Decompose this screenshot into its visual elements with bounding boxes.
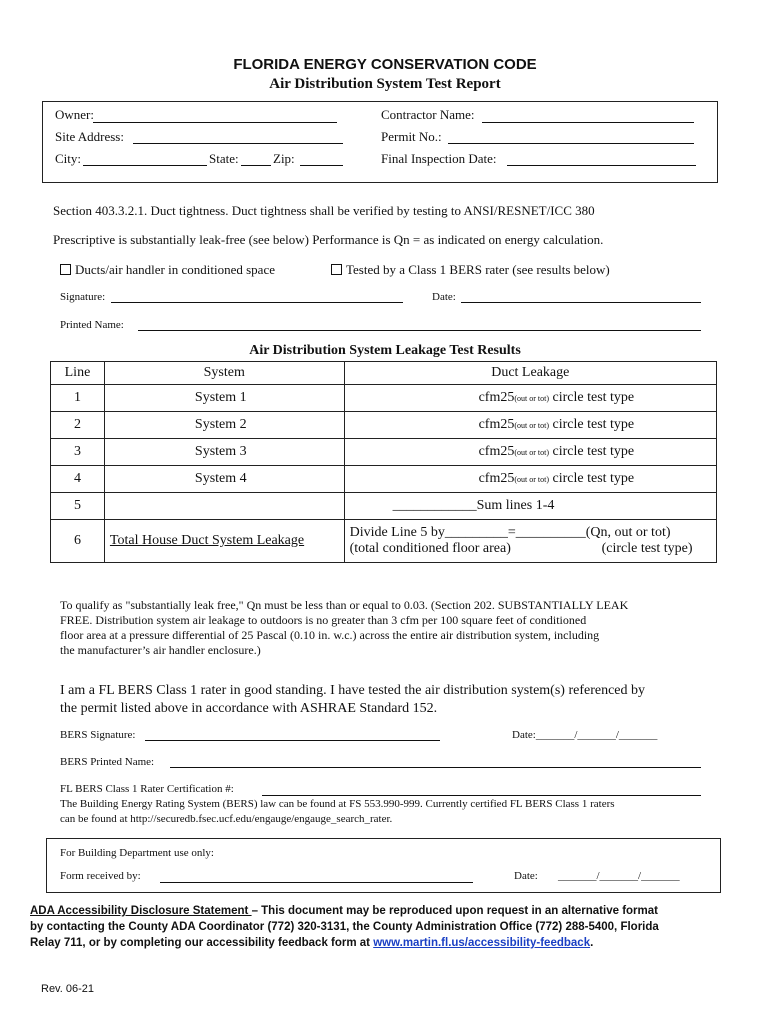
zip-field[interactable] <box>300 165 343 166</box>
option-conditioned-space[interactable] <box>60 262 275 278</box>
col-leakage-header: Duct Leakage <box>344 362 716 385</box>
line-number: 3 <box>51 439 105 466</box>
page-subtitle: Air Distribution System Test Report <box>269 76 501 92</box>
cfm-label: cfm25 <box>478 417 515 432</box>
permit-field[interactable] <box>448 143 694 144</box>
bers-signature-field[interactable] <box>145 740 440 741</box>
section-text: Section 403.3.2.1. Duct tightness. Duct tightness shall be verified by testing to ANSI/RESNET/ICC 380 <box>53 203 595 218</box>
dept-date-label: Date: <box>514 870 538 882</box>
dept-date-field[interactable]: _______/_______/_______ <box>558 870 680 882</box>
site-address-field[interactable] <box>133 143 343 144</box>
bers-printed-name-label: BERS Printed Name: <box>60 756 155 768</box>
line-number: 2 <box>51 412 105 439</box>
final-inspection-field[interactable] <box>507 165 696 166</box>
circle-test-note: (circle test type) <box>601 541 693 556</box>
state-label: State: <box>209 151 239 166</box>
rater-statement-line: I am a FL BERS Class 1 rater in good standing. I have tested the air distribution system(s) referenced by <box>60 683 646 698</box>
bers-cert-field[interactable] <box>262 795 701 796</box>
system-name[interactable]: System 1 <box>104 385 344 412</box>
system-name[interactable]: System 3 <box>104 439 344 466</box>
page-title: FLORIDA ENERGY CONSERVATION CODE <box>233 56 537 73</box>
ada-text: Relay 711, or by completing our accessibility feedback form at <box>30 937 374 949</box>
accessibility-feedback-link[interactable]: www.martin.fl.us/accessibility-feedback <box>373 937 591 949</box>
qualify-paragraph <box>60 598 628 658</box>
option-bers-tested[interactable] <box>331 262 610 278</box>
table-header-row <box>51 362 717 385</box>
test-type-subscript: (out or tot) <box>514 448 550 457</box>
owner-label: Owner: <box>55 107 94 122</box>
test-type-subscript: (out or tot) <box>514 394 550 403</box>
permit-label: Permit No.: <box>381 129 442 144</box>
city-label: City: <box>55 151 82 166</box>
duct-leakage-cell[interactable] <box>344 466 716 493</box>
rater-statement <box>60 682 645 718</box>
rater-statement-line: the permit listed above in accordance with ASHRAE Standard 152. <box>60 701 438 716</box>
table-row <box>51 412 717 439</box>
bers-law-text <box>60 797 615 827</box>
cfm-label: cfm25 <box>478 390 515 405</box>
col-line-header: Line <box>51 362 105 385</box>
cfm-label: cfm25 <box>478 471 515 486</box>
empty-cell <box>104 493 344 520</box>
revision-label: Rev. 06-21 <box>41 983 94 995</box>
checkbox-icon[interactable] <box>60 264 71 275</box>
ada-period: . <box>590 937 594 949</box>
system-name[interactable]: System 4 <box>104 466 344 493</box>
project-info-box <box>42 101 718 183</box>
ada-line <box>30 903 659 919</box>
form-received-label: Form received by: <box>60 870 141 882</box>
ada-statement <box>30 903 659 951</box>
leakage-table-title: Air Distribution System Leakage Test Results <box>249 343 521 358</box>
contractor-label: Contractor Name: <box>381 107 475 122</box>
qualify-line: floor area at a pressure differential of 25 Pascal (0.10 in. w.c.) across the entire air distribution system, including <box>60 628 600 642</box>
table-row <box>51 385 717 412</box>
bers-law-line: The Building Energy Rating System (BERS) law can be found at FS 553.990-999. Currently certified FL BERS Class 1 raters <box>60 798 615 810</box>
col-system-header: System <box>104 362 344 385</box>
line-number: 6 <box>51 520 105 563</box>
state-field[interactable] <box>241 165 271 166</box>
site-address-label: Site Address: <box>55 129 124 144</box>
duct-leakage-cell[interactable] <box>344 439 716 466</box>
sum-lines-cell[interactable]: ____________Sum lines 1-4 <box>344 493 716 520</box>
owner-field[interactable] <box>93 122 337 123</box>
total-house-label-text: Total House Duct System Leakage <box>109 533 305 548</box>
final-inspection-label: Final Inspection Date: <box>381 151 497 166</box>
qn-formula-labels <box>350 541 712 557</box>
zip-label: Zip: <box>273 151 295 166</box>
bers-printed-name-field[interactable] <box>170 767 701 768</box>
option-conditioned-space-label: Ducts/air handler in conditioned space <box>75 262 275 277</box>
cfm-label: cfm25 <box>478 444 515 459</box>
bers-date-field[interactable]: Date:_______/_______/_______ <box>512 729 658 741</box>
date-field[interactable] <box>461 302 701 303</box>
date-label: Date: <box>432 291 456 303</box>
duct-leakage-cell[interactable] <box>344 412 716 439</box>
printed-name-field[interactable] <box>138 330 701 331</box>
table-row <box>51 466 717 493</box>
qn-formula: Divide Line 5 by_________=__________(Qn, out or tot) <box>349 525 671 540</box>
city-field[interactable] <box>83 165 207 166</box>
prescriptive-text: Prescriptive is substantially leak-free (see below) Performance is Qn = as indicated on energy calculation. <box>53 232 604 247</box>
bers-signature-label: BERS Signature: <box>60 729 136 741</box>
table-row <box>51 439 717 466</box>
ada-line: by contacting the County ADA Coordinator (772) 320-3131, the County Administration Office (772) 288-5400, Florida <box>30 921 659 933</box>
form-received-field[interactable] <box>160 882 473 883</box>
bers-cert-label: FL BERS Class 1 Rater Certification #: <box>60 783 234 795</box>
floor-area-note: (total conditioned floor area) <box>349 541 511 556</box>
circle-test-type: circle test type <box>549 417 635 432</box>
table-row <box>51 520 717 563</box>
duct-leakage-cell[interactable] <box>344 385 716 412</box>
ada-text: – This document may be reproduced upon request in an alternative format <box>251 905 658 917</box>
option-bers-tested-label: Tested by a Class 1 BERS rater (see results below) <box>346 262 610 277</box>
ada-line <box>30 935 659 951</box>
leakage-table <box>50 361 717 563</box>
ada-title: ADA Accessibility Disclosure Statement <box>30 905 252 917</box>
qualify-line: To qualify as "substantially leak free," Qn must be less than or equal to 0.03. (Section 202. SUBSTANTIALLY LEAK <box>60 598 629 612</box>
line-number: 4 <box>51 466 105 493</box>
circle-test-type: circle test type <box>549 444 635 459</box>
building-dept-heading: For Building Department use only: <box>60 847 214 859</box>
bers-law-line: can be found at http://securedb.fsec.ucf.edu/engauge/engauge_search_rater. <box>60 813 393 825</box>
line-number: 5 <box>51 493 105 520</box>
contractor-field[interactable] <box>482 122 694 123</box>
test-type-subscript: (out or tot) <box>514 475 550 484</box>
table-row <box>51 493 717 520</box>
qualify-line: FREE. Distribution system air leakage to outdoors is no greater than 3 cfm per 100 square feet of conditioned <box>60 613 587 627</box>
system-name[interactable]: System 2 <box>104 412 344 439</box>
printed-name-label: Printed Name: <box>60 319 124 331</box>
total-house-label <box>104 520 344 563</box>
checkbox-icon[interactable] <box>331 264 342 275</box>
qn-calculation-cell[interactable] <box>344 520 716 563</box>
circle-test-type: circle test type <box>549 471 635 486</box>
line-number: 1 <box>51 385 105 412</box>
qualify-line: the manufacturer’s air handler enclosure.) <box>60 643 261 657</box>
signature-label: Signature: <box>60 291 106 303</box>
signature-field[interactable] <box>111 302 403 303</box>
test-type-subscript: (out or tot) <box>514 421 550 430</box>
circle-test-type: circle test type <box>549 390 635 405</box>
